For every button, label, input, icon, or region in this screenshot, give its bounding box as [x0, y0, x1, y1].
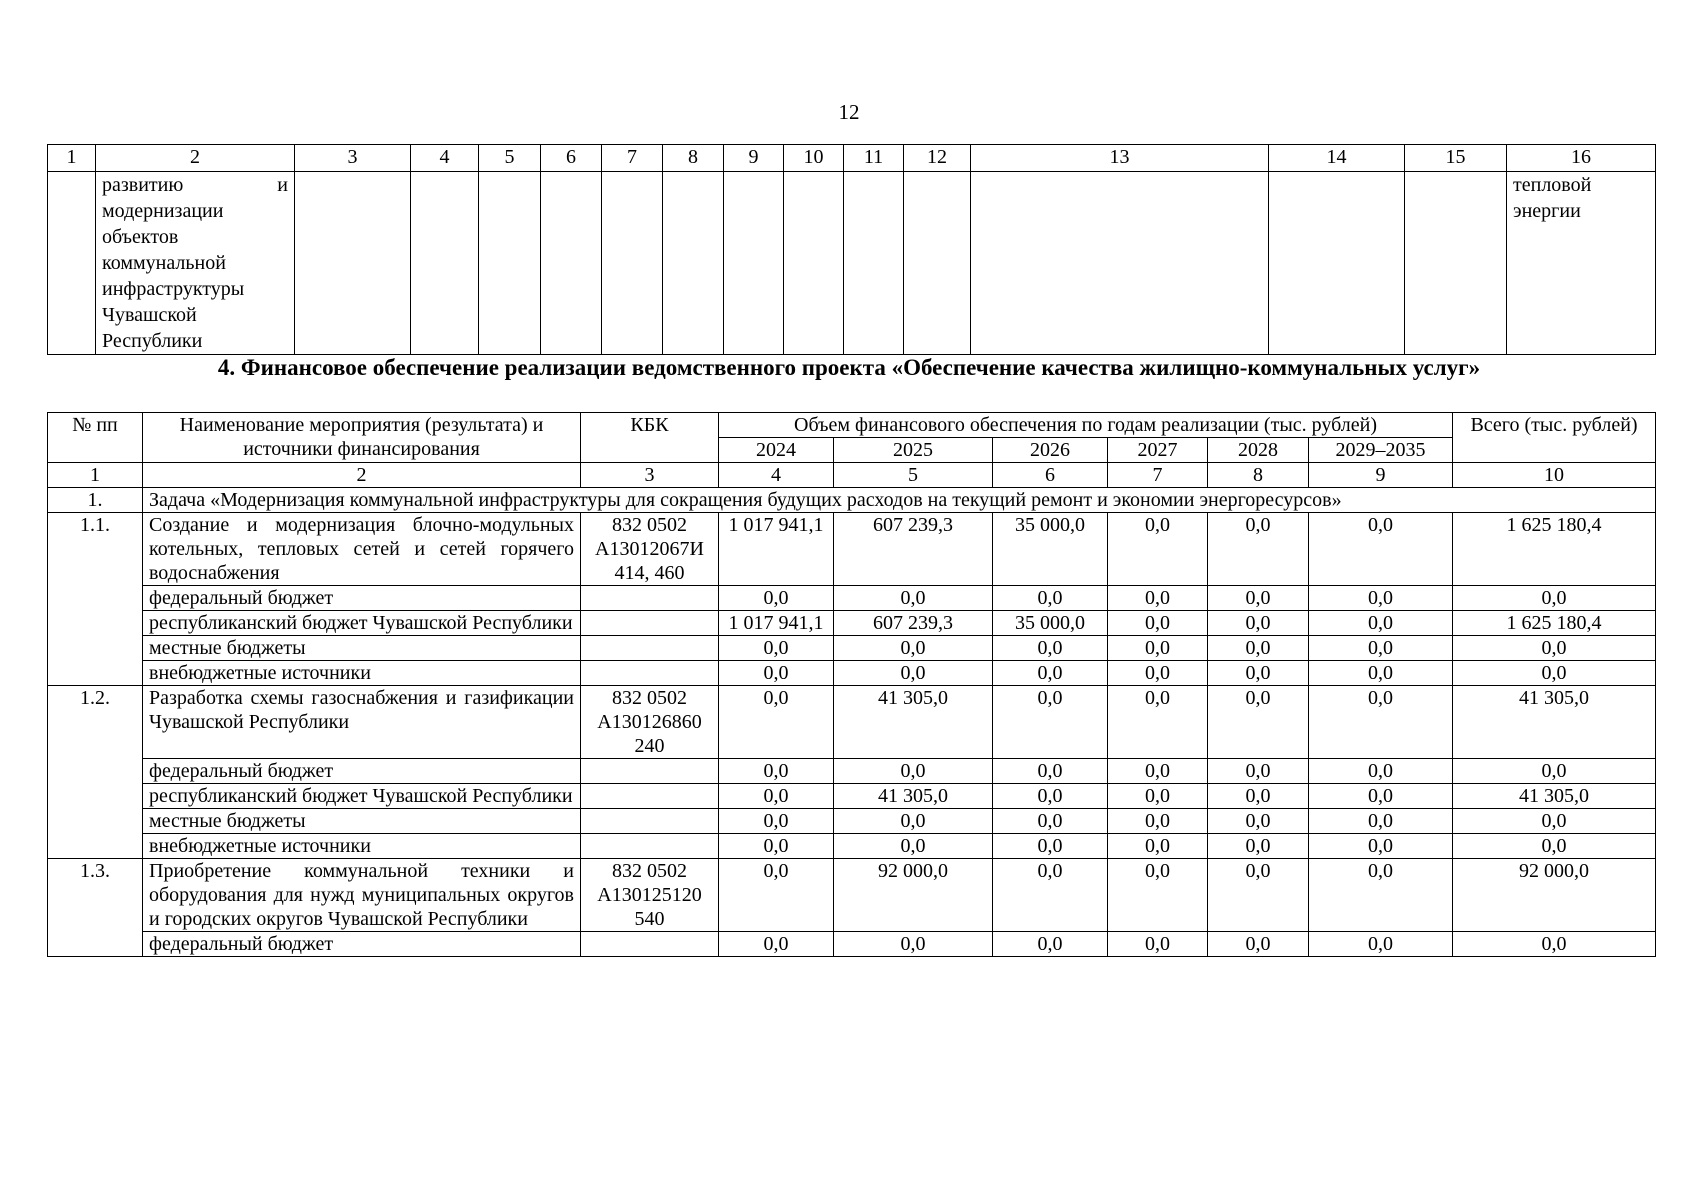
header-volume: Объем финансового обеспечения по годам реализации (тыс. рублей) — [719, 413, 1453, 438]
column-number-cell: 3 — [581, 463, 719, 488]
cell — [844, 172, 904, 355]
cell — [971, 172, 1269, 355]
item-value: 92 000,0 — [834, 859, 993, 932]
source-kbk — [581, 611, 719, 636]
source-value: 0,0 — [993, 759, 1108, 784]
item-name: Разработка схемы газоснабжения и газификации Чувашской Республики — [143, 686, 581, 759]
source-value: 0,0 — [719, 586, 834, 611]
source-value: 0,0 — [719, 636, 834, 661]
column-number-cell: 2 — [96, 145, 295, 172]
source-row — [48, 834, 1656, 859]
header-total: Всего (тыс. рублей) — [1453, 413, 1656, 463]
source-value: 0,0 — [719, 759, 834, 784]
column-number-cell: 14 — [1269, 145, 1405, 172]
header-year: 2029–2035 — [1309, 438, 1453, 463]
item-num: 1.3. — [48, 859, 143, 957]
column-number-cell: 12 — [904, 145, 971, 172]
cell-result: тепловой энергии — [1507, 172, 1656, 355]
source-value: 0,0 — [719, 834, 834, 859]
item-value: 0,0 — [1208, 513, 1309, 586]
item-row — [48, 686, 1656, 759]
column-number-cell: 1 — [48, 145, 96, 172]
financing-table — [47, 412, 1656, 957]
source-value: 0,0 — [834, 586, 993, 611]
source-value: 0,0 — [1309, 759, 1453, 784]
header-row — [48, 413, 1656, 438]
source-kbk — [581, 661, 719, 686]
item-value: 41 305,0 — [1453, 686, 1656, 759]
source-value: 0,0 — [1453, 834, 1656, 859]
source-value: 0,0 — [1108, 784, 1208, 809]
task-num: 1. — [48, 488, 143, 513]
source-kbk — [581, 932, 719, 957]
source-value: 41 305,0 — [1453, 784, 1656, 809]
source-row — [48, 661, 1656, 686]
source-value: 0,0 — [1108, 611, 1208, 636]
source-value: 0,0 — [1453, 586, 1656, 611]
column-number-cell: 16 — [1507, 145, 1656, 172]
cell-name: развитию и модернизации объектов коммунальной инфраструктуры Чувашской Республики — [96, 172, 295, 355]
cell — [48, 172, 96, 355]
column-number-cell: 4 — [411, 145, 479, 172]
cell — [295, 172, 411, 355]
source-value: 0,0 — [993, 661, 1108, 686]
source-kbk — [581, 809, 719, 834]
column-number-cell: 8 — [663, 145, 724, 172]
source-name: федеральный бюджет — [143, 586, 581, 611]
source-value: 0,0 — [1208, 661, 1309, 686]
column-number-cell: 4 — [719, 463, 834, 488]
item-kbk: 832 0502 А13012067И 414, 460 — [581, 513, 719, 586]
source-row — [48, 611, 1656, 636]
item-num: 1.2. — [48, 686, 143, 859]
source-value: 0,0 — [1309, 784, 1453, 809]
source-value: 0,0 — [1208, 759, 1309, 784]
source-value: 0,0 — [1208, 611, 1309, 636]
source-value: 1 625 180,4 — [1453, 611, 1656, 636]
source-value: 0,0 — [834, 834, 993, 859]
source-value: 0,0 — [993, 932, 1108, 957]
item-value: 0,0 — [1108, 859, 1208, 932]
source-value: 0,0 — [1309, 636, 1453, 661]
source-value: 0,0 — [834, 932, 993, 957]
header-year: 2025 — [834, 438, 993, 463]
source-value: 0,0 — [1453, 636, 1656, 661]
cell — [1269, 172, 1405, 355]
source-kbk — [581, 759, 719, 784]
source-value: 0,0 — [1108, 759, 1208, 784]
item-value: 41 305,0 — [834, 686, 993, 759]
source-value: 0,0 — [719, 932, 834, 957]
item-value: 0,0 — [1208, 859, 1309, 932]
column-number-cell: 6 — [993, 463, 1108, 488]
source-value: 0,0 — [1309, 586, 1453, 611]
source-value: 0,0 — [1208, 932, 1309, 957]
source-value: 41 305,0 — [834, 784, 993, 809]
source-name: федеральный бюджет — [143, 932, 581, 957]
source-value: 607 239,3 — [834, 611, 993, 636]
item-value: 0,0 — [1309, 513, 1453, 586]
source-name: местные бюджеты — [143, 809, 581, 834]
source-value: 0,0 — [1208, 586, 1309, 611]
source-kbk — [581, 586, 719, 611]
continuation-table — [47, 144, 1656, 355]
source-value: 0,0 — [719, 784, 834, 809]
cell — [904, 172, 971, 355]
item-value: 0,0 — [1208, 686, 1309, 759]
item-value: 0,0 — [1108, 686, 1208, 759]
source-row — [48, 586, 1656, 611]
task-text: Задача «Модернизация коммунальной инфраструктуры для сокращения будущих расходов на текущий ремонт и экономии энергоресурсов» — [143, 488, 1656, 513]
cell — [541, 172, 602, 355]
column-numbers-row — [48, 463, 1656, 488]
source-value: 0,0 — [993, 834, 1108, 859]
source-row — [48, 784, 1656, 809]
source-value: 0,0 — [1208, 834, 1309, 859]
item-value: 1 625 180,4 — [1453, 513, 1656, 586]
source-value: 35 000,0 — [993, 611, 1108, 636]
column-number-cell: 2 — [143, 463, 581, 488]
source-value: 0,0 — [993, 586, 1108, 611]
cell — [784, 172, 844, 355]
cell — [724, 172, 784, 355]
column-number-cell: 15 — [1405, 145, 1507, 172]
cell — [602, 172, 663, 355]
item-num: 1.1. — [48, 513, 143, 686]
source-value: 0,0 — [1453, 759, 1656, 784]
item-name: Приобретение коммунальной техники и оборудования для нужд муниципальных округов и городских округов Чувашской Республики — [143, 859, 581, 932]
page-number: 12 — [838, 100, 860, 124]
source-value: 0,0 — [993, 636, 1108, 661]
source-value: 0,0 — [1309, 932, 1453, 957]
source-value: 0,0 — [1309, 611, 1453, 636]
source-value: 0,0 — [834, 809, 993, 834]
source-name: внебюджетные источники — [143, 834, 581, 859]
column-number-cell: 9 — [1309, 463, 1453, 488]
item-value: 0,0 — [993, 686, 1108, 759]
source-value: 0,0 — [1108, 932, 1208, 957]
source-kbk — [581, 636, 719, 661]
column-number-cell: 10 — [1453, 463, 1656, 488]
source-kbk — [581, 784, 719, 809]
cell — [479, 172, 541, 355]
source-row — [48, 759, 1656, 784]
source-value: 0,0 — [1453, 932, 1656, 957]
task-row — [48, 488, 1656, 513]
source-value: 0,0 — [1108, 586, 1208, 611]
source-row — [48, 636, 1656, 661]
source-value: 0,0 — [1453, 661, 1656, 686]
item-value: 0,0 — [1309, 859, 1453, 932]
item-kbk: 832 0502 А130125120 540 — [581, 859, 719, 932]
item-value: 0,0 — [993, 859, 1108, 932]
source-name: внебюджетные источники — [143, 661, 581, 686]
column-number-cell: 5 — [834, 463, 993, 488]
column-number-cell: 8 — [1208, 463, 1309, 488]
source-value: 0,0 — [1108, 834, 1208, 859]
source-value: 0,0 — [834, 661, 993, 686]
cell — [663, 172, 724, 355]
header-year: 2027 — [1108, 438, 1208, 463]
source-row — [48, 932, 1656, 957]
header-num: № пп — [48, 413, 143, 463]
source-value: 0,0 — [1453, 809, 1656, 834]
source-value: 0,0 — [1208, 809, 1309, 834]
item-value: 1 017 941,1 — [719, 513, 834, 586]
item-value: 607 239,3 — [834, 513, 993, 586]
header-name: Наименование мероприятия (результата) и источники финансирования — [143, 413, 581, 463]
source-value: 0,0 — [993, 809, 1108, 834]
item-value: 35 000,0 — [993, 513, 1108, 586]
item-value: 0,0 — [1309, 686, 1453, 759]
source-value: 0,0 — [834, 759, 993, 784]
source-name: республиканский бюджет Чувашской Республики — [143, 611, 581, 636]
source-name: местные бюджеты — [143, 636, 581, 661]
column-number-cell: 7 — [1108, 463, 1208, 488]
source-value: 0,0 — [1309, 809, 1453, 834]
source-name: федеральный бюджет — [143, 759, 581, 784]
continuation-row — [48, 172, 1656, 355]
source-row — [48, 809, 1656, 834]
source-value: 0,0 — [1108, 809, 1208, 834]
source-value: 1 017 941,1 — [719, 611, 834, 636]
source-value: 0,0 — [1108, 636, 1208, 661]
source-kbk — [581, 834, 719, 859]
column-number-cell: 5 — [479, 145, 541, 172]
item-kbk: 832 0502 А130126860 240 — [581, 686, 719, 759]
source-value: 0,0 — [834, 636, 993, 661]
item-row — [48, 513, 1656, 586]
item-value: 0,0 — [1108, 513, 1208, 586]
header-kbk: КБК — [581, 413, 719, 463]
source-value: 0,0 — [993, 784, 1108, 809]
column-number-cell: 7 — [602, 145, 663, 172]
column-number-cell: 6 — [541, 145, 602, 172]
header-year: 2028 — [1208, 438, 1309, 463]
section-title: 4. Финансовое обеспечение реализации ведомственного проекта «Обеспечение качества жилищно-коммунальных услуг» — [217, 355, 1481, 380]
item-value: 0,0 — [719, 859, 834, 932]
column-number-cell: 11 — [844, 145, 904, 172]
source-value: 0,0 — [719, 809, 834, 834]
item-value: 92 000,0 — [1453, 859, 1656, 932]
column-number-cell: 13 — [971, 145, 1269, 172]
cell — [411, 172, 479, 355]
source-value: 0,0 — [719, 661, 834, 686]
source-name: республиканский бюджет Чувашской Республики — [143, 784, 581, 809]
header-year: 2024 — [719, 438, 834, 463]
column-number-cell: 10 — [784, 145, 844, 172]
item-row — [48, 859, 1656, 932]
item-value: 0,0 — [719, 686, 834, 759]
continuation-header-row — [48, 145, 1656, 172]
source-value: 0,0 — [1208, 784, 1309, 809]
column-number-cell: 1 — [48, 463, 143, 488]
header-year: 2026 — [993, 438, 1108, 463]
source-value: 0,0 — [1208, 636, 1309, 661]
source-value: 0,0 — [1309, 834, 1453, 859]
column-number-cell: 3 — [295, 145, 411, 172]
item-name: Создание и модернизация блочно-модульных котельных, тепловых сетей и сетей горячего водоснабжения — [143, 513, 581, 586]
source-value: 0,0 — [1108, 661, 1208, 686]
source-value: 0,0 — [1309, 661, 1453, 686]
cell — [1405, 172, 1507, 355]
column-number-cell: 9 — [724, 145, 784, 172]
